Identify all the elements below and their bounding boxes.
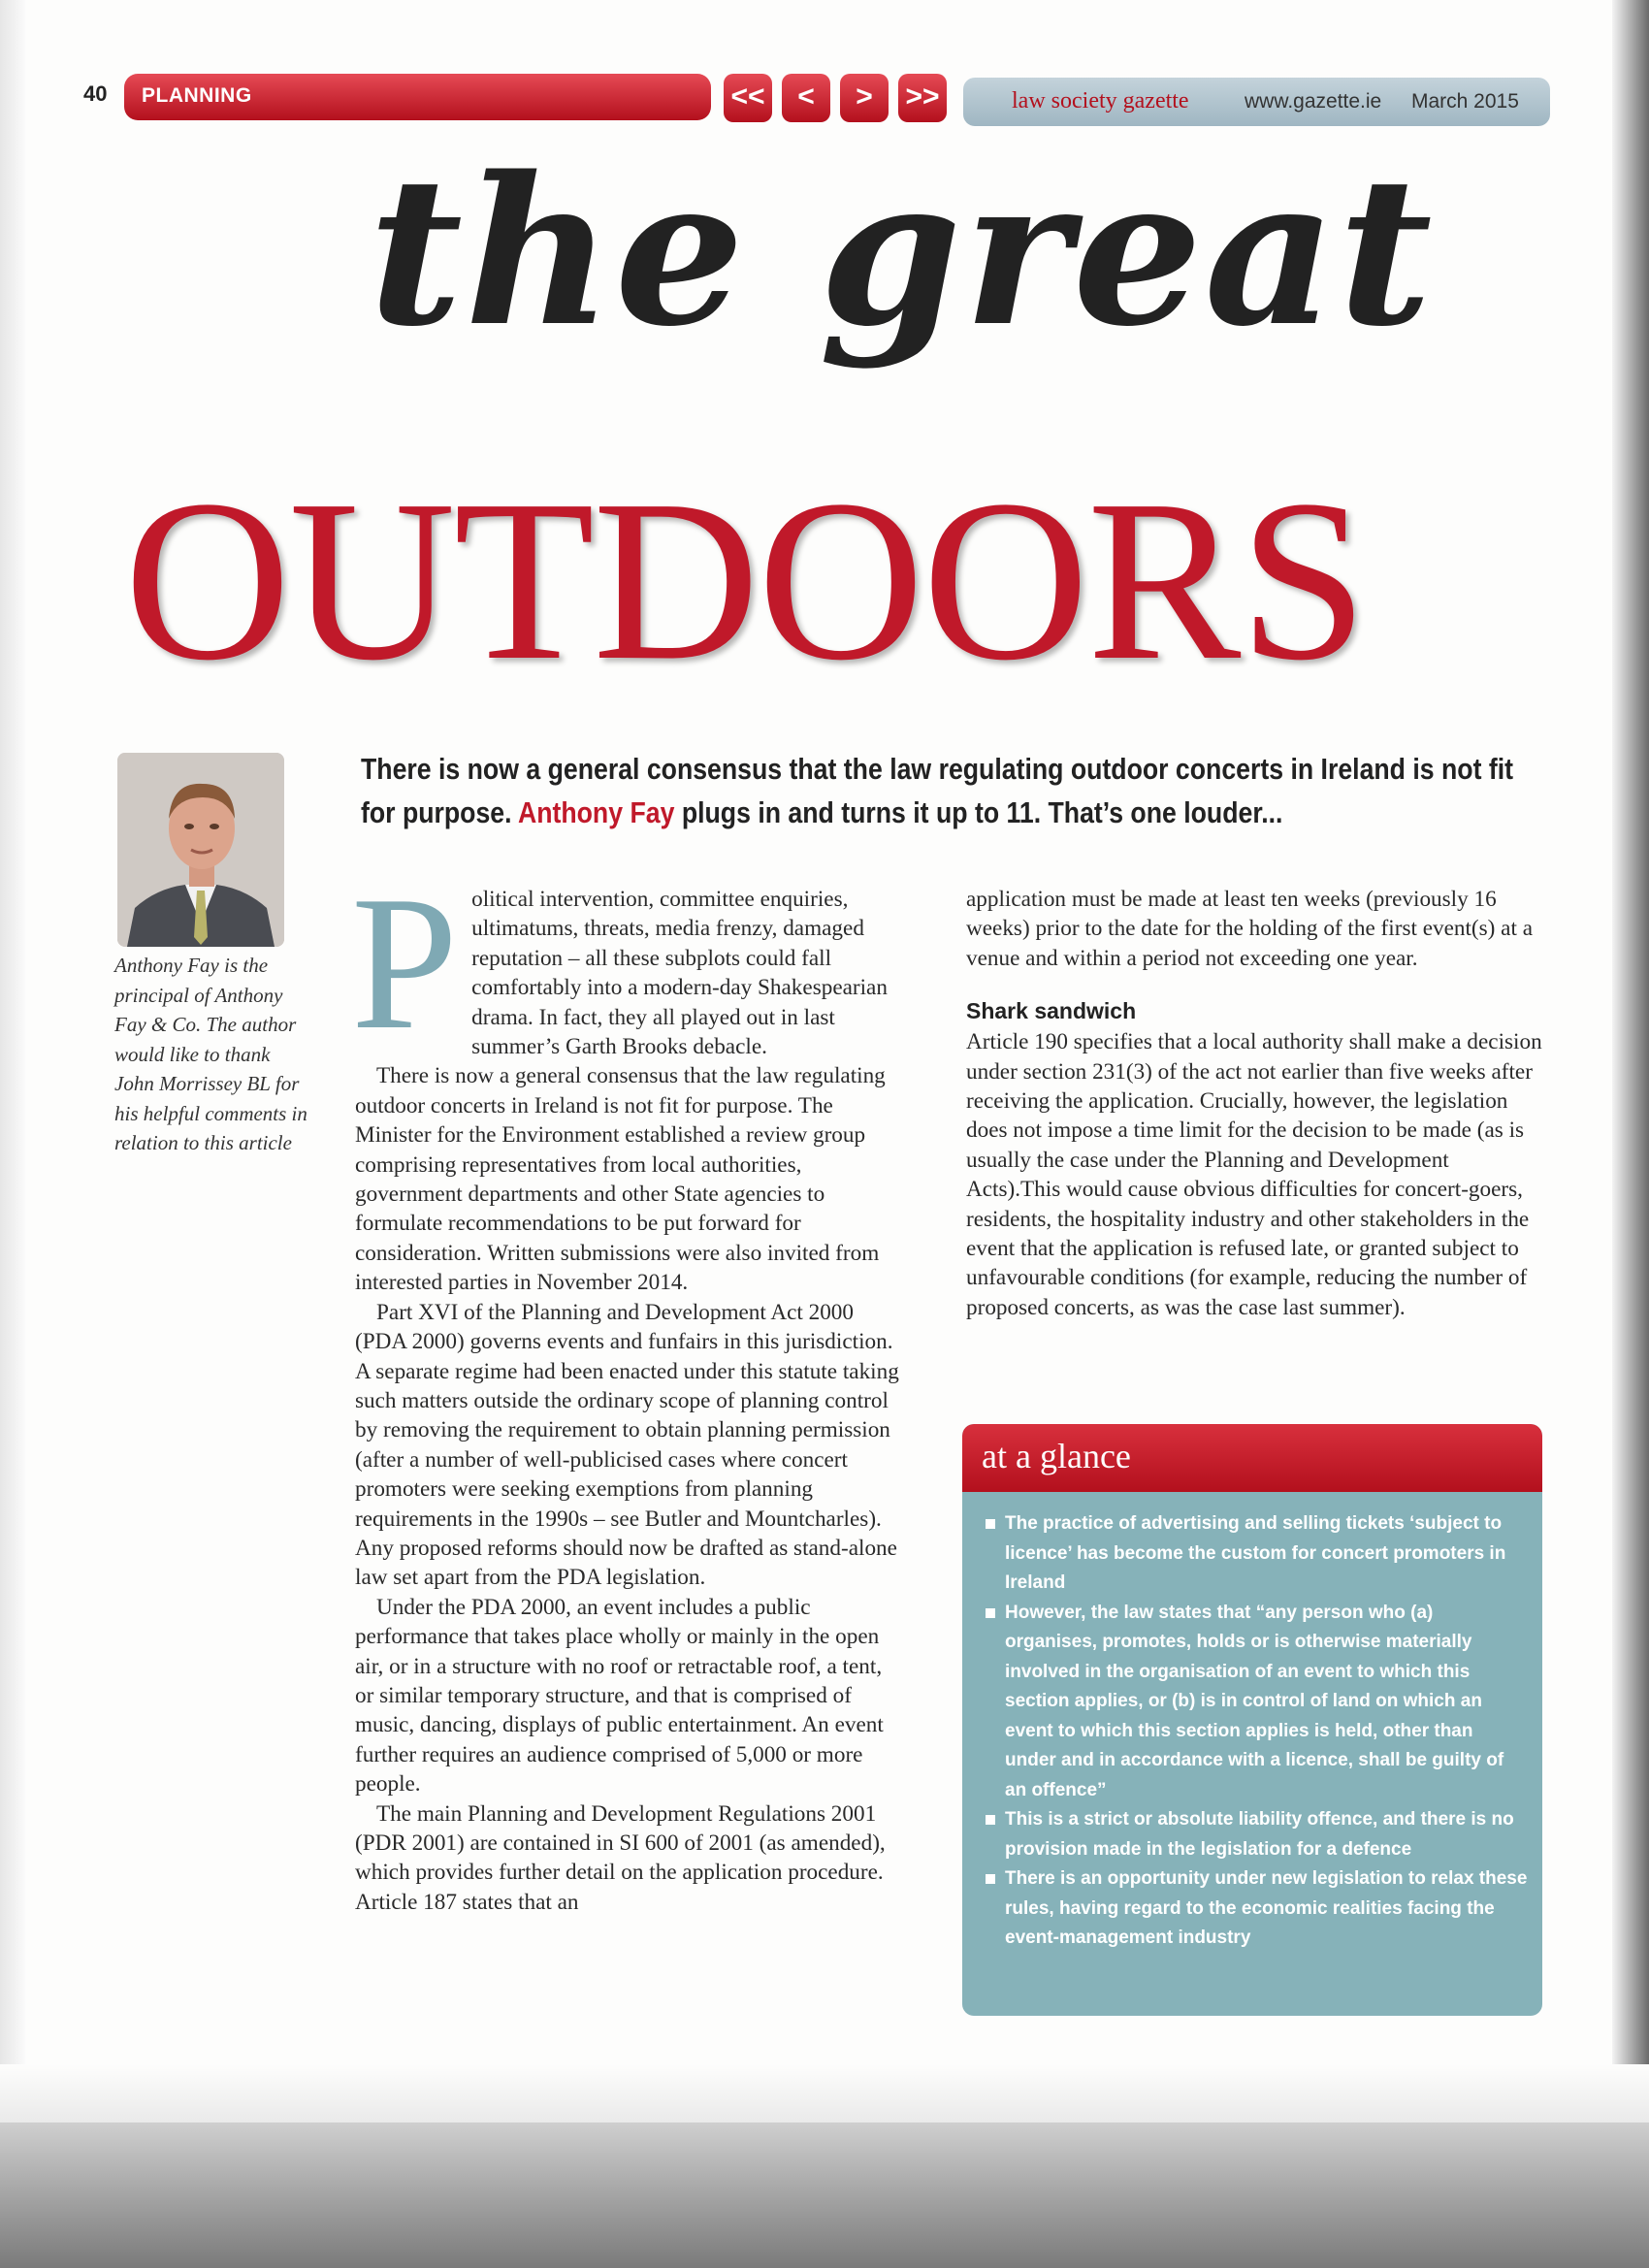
section-label: PLANNING (142, 84, 252, 107)
page-left-shadow (0, 0, 25, 2268)
at-a-glance-title: at a glance (982, 1437, 1131, 1475)
at-a-glance-header (962, 1424, 1542, 1492)
body-paragraph: The main Planning and Development Regulations 2001 (PDR 2001) are contained in SI 600 of 2001 (as amended), which provides further detail on the application procedure. Article 187 states that an (355, 1800, 886, 1915)
body-paragraph: Article 190 specifies that a local authority shall make a decision under section 231(3) of the act not earlier than five weeks after receiving the application. Crucially, however, the legislation does not impose a time limit for the decision to be made (as is usually the case under the Planning and Development Acts).This would cause obvious difficulties for concert-goers, residents, the hospitality industry and other stakeholders in the event that the application is refused late, or granted subject to unfavourable conditions (for example, reducing the number of proposed concerts, as was the case last summer). (966, 1029, 1542, 1320)
list-item (986, 1864, 1529, 1954)
author-caption: Anthony Fay is the principal of Anthony Fay & Co. The author would like to thank John Morrissey BL for his helpful comments in relation to this article (114, 954, 307, 1154)
list-item-text: The practice of advertising and selling tickets ‘subject to licence’ has become the custom for concert promoters in Ireland (1005, 1513, 1506, 1593)
body-paragraph: olitical intervention, committee enquiries, ultimatums, threats, media frenzy, damaged reputation – all these subplots could fall comfortably into a modern-day Shakespearian drama. In fact, they all played out in last summer’s Garth Brooks debacle. (471, 887, 888, 1060)
drop-cap: P (351, 857, 459, 1069)
at-a-glance-box (962, 1424, 1542, 2016)
list-item-text: This is a strict or absolute liability offence, and there is no provision made in the legislation for a defence (1005, 1809, 1514, 1860)
square-bullet-icon (986, 1815, 995, 1825)
page-spine-shadow (1612, 0, 1649, 2268)
standfirst (361, 747, 1543, 834)
standfirst-author: Anthony Fay (517, 795, 675, 829)
list-item (986, 1509, 1529, 1599)
masthead-bar (963, 78, 1550, 126)
nav-last-button[interactable]: >> (898, 74, 947, 122)
standfirst-lead: There is now a general consensus that the law regulating outdoor concerts in Ireland is not fit for purpose. (361, 752, 1514, 829)
page-number: 40 (83, 81, 108, 106)
list-item-text: However, the law states that “any person who (a) organises, promotes, holds or is otherwise materially involved in the organisation of an event to which this section applies, or (b) is in control of land on which an event to which this section applies is held, other than under and in accordance with a licence, shall be guilty of an offence” (1005, 1602, 1504, 1800)
nav-first-button[interactable]: << (724, 74, 772, 122)
issue-date: March 2015 (1411, 90, 1519, 113)
headline-line-2: OUTDOORS (124, 453, 1366, 708)
section-banner (124, 74, 711, 120)
nav-prev-button[interactable]: < (782, 74, 830, 122)
square-bullet-icon (986, 1608, 995, 1618)
list-item (986, 1805, 1529, 1864)
body-paragraph: Under the PDA 2000, an event includes a public performance that takes place wholly or mainly in the open air, or in a structure with no roof or retractable roof, a tent, or similar temporary structure, and that is comprised of music, dancing, displays of public entertainment. An event further requires an audience comprised of 5,000 or more people. (355, 1594, 884, 1798)
page-bottom-margin (0, 2064, 1649, 2122)
standfirst-tail: plugs in and turns it up to 11. That’s one louder... (681, 795, 1283, 829)
body-paragraph: application must be made at least ten weeks (previously 16 weeks) prior to the date for the holding of the first event(s) at a venue and within a period not exceeding one year. (966, 887, 1534, 971)
scanner-bottom-band (0, 2122, 1649, 2268)
publication-website[interactable]: www.gazette.ie (1245, 90, 1382, 113)
body-column-2 (966, 885, 1546, 1322)
author-portrait-icon (117, 753, 284, 947)
subheading: Shark sandwich (966, 998, 1137, 1024)
headline-line-1: the great (369, 132, 1435, 372)
list-item (986, 1599, 1529, 1806)
list-item-text: There is an opportunity under new legislation to relax these rules, having regard to the economic realities facing the event-management industry (1005, 1868, 1528, 1948)
nav-next-button[interactable]: > (840, 74, 889, 122)
at-a-glance-list (986, 1509, 1529, 1954)
body-column-1 (351, 857, 904, 1917)
body-paragraph: There is now a general consensus that the law regulating outdoor concerts in Ireland is not fit for purpose. The Minister for the Environment established a review group comprising representatives from local authorities, government departments and other State agencies to formulate recommendations to be put forward for consideration. Written submissions were also invited from interested parties in November 2014. (355, 1063, 886, 1296)
square-bullet-icon (986, 1519, 995, 1529)
publication-name: law society gazette (1012, 88, 1189, 113)
body-paragraph: Part XVI of the Planning and Development Act 2000 (PDA 2000) governs events and funfairs in this jurisdiction. A separate regime had been enacted under this statute taking such matters outside the ordinary scope of planning control by removing the requirement to obtain planning permission (after a number of well-publicised cases where concert promoters were seeking exemptions from planning requirements in the 1990s – see Butler and Mountcharles). Any proposed reforms should now be drafted as stand-alone law set apart from the PDA legislation. (355, 1299, 899, 1591)
square-bullet-icon (986, 1874, 995, 1884)
